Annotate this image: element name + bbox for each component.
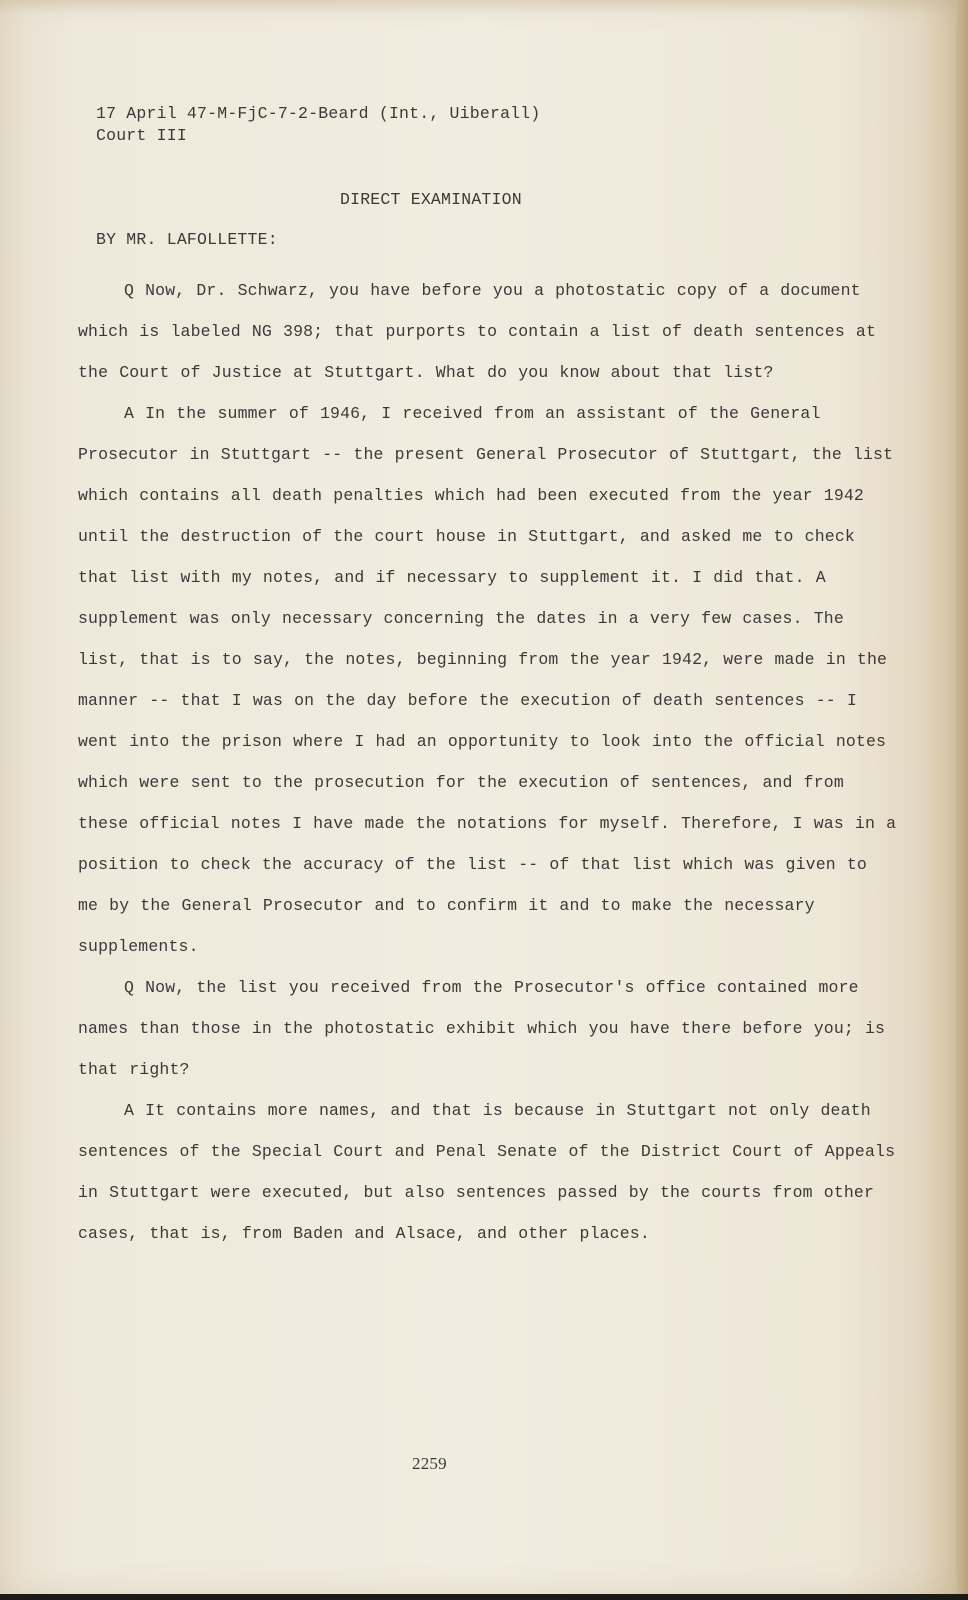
paragraph-question-2: Q Now, the list you received from the Prosecutor's office contained more names than those in the photostatic exhibit which you have there before you; is that right? — [78, 978, 886, 1079]
paragraph-answer-1: A In the summer of 1946, I received from an assistant of the General Prosecutor in Stuttgart -- the present General Prosecutor of Stuttgart, the list which contains all death penalties which had been executed from the year 1942 until the destruction of the court house in Stuttgart, and asked me to check that list with my notes, and if necessary to supplement it. I did that. A supplement was only necessary concerning the dates in a very few cases. The list, that is to say, the notes, beginning from the year 1942, were made in the manner -- that I was on the day before the execution of death sentences -- I went into the prison where I had an opportunity to look into the official notes which were sent to the prosecution for the execution of sentences, and from these official notes I have made the notations for myself. Therefore, I was in a position to check the accuracy of the list -- of that list which was given to me by the General Prosecutor and to confirm it and to make the necessary supplements. — [78, 404, 897, 956]
scan-border-bottom — [0, 1594, 968, 1600]
paper-edge-right — [956, 0, 968, 1600]
examiner-line: BY MR. LAFOLLETTE: — [96, 230, 278, 249]
paragraph-question-1: Q Now, Dr. Schwarz, you have before you a photostatic copy of a document which is labeled NG 398; that purports to contain a list of death sentences at the Court of Justice at Stuttgart. What do you know about that list? — [78, 281, 877, 382]
header-line-1: 17 April 47-M-FjC-7-2-Beard (Int., Uiberall) — [96, 104, 541, 123]
paragraph-answer-2: A It contains more names, and that is because in Stuttgart not only death sentences of the Special Court and Penal Senate of the District Court of Appeals in Stuttgart were executed, but also sentences passed by the courts from other cases, that is, from Baden and Alsace, and other places. — [78, 1101, 896, 1243]
transcript-body — [78, 270, 898, 1254]
header-line-2: Court III — [96, 126, 187, 145]
page-number: 2259 — [412, 1454, 447, 1473]
section-title: DIRECT EXAMINATION — [340, 190, 522, 209]
